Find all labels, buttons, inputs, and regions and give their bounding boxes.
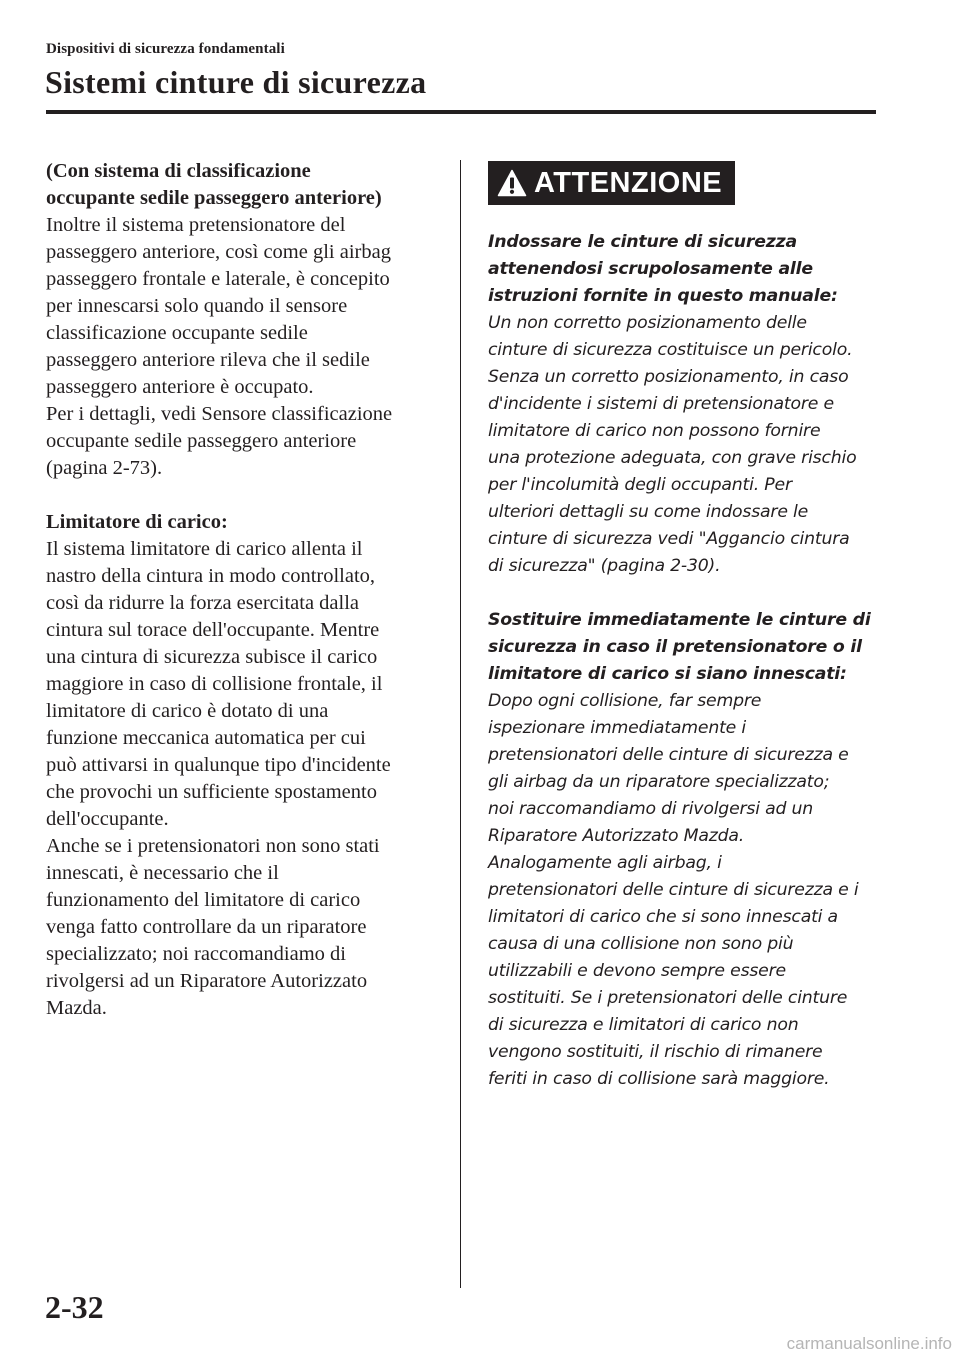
warning-item2-body: Dopo ogni collisione, far sempre ispezionare immediatamente i pretensionatori delle cinture di sicurezza e gli airbag da un riparatore specializzato; noi raccomandiamo di rivolgersi ad un Riparatore Autorizzato Mazda. Analogamente agli airbag, i pretensionatori delle cinture di sicurezza e i limitatori di carico che si sono innescati a causa di una collisione non sono più utilizzabili e devono sempre essere sostituiti. Se i pretensionatori delle cinture di sicurezza e limitatori di carico non vengono sostituiti, il rischio di rimanere feriti in caso di collisione sarà maggiore. [488,691,859,1089]
warning-item1-heading: Indossare le cinture di sicurezza attenendosi scrupolosamente alle istruzioni fornite in questo manuale: [488,232,838,306]
warning-triangle-icon [497,169,527,197]
title-rule [46,110,876,114]
section-body-load-limiter: Il sistema limitatore di carico allenta il nastro della cintura in modo controllato, così da ridurre la forza esercitata dalla cintura sul torace dell'occupante. Mentre una cintura di sicurezza subisce il carico maggiore in caso di collisione frontale, il limitatore di carico è dotato di una funzione meccanica automatica per cui può attivarsi in qualunque tipo d'incidente che provochi un sufficiente spostamento dell'occupante. Anche se i pretensionatori non sono stati innescati, è necessario che il funzionamento del limitatore di carico venga fatto controllare da un riparatore specializzato; noi raccomandiamo di rivolgersi ad un Riparatore Autorizzato Mazda. [46,538,391,1019]
warning-content [488,229,880,1093]
warning-item2-heading: Sostituire immediatamente le cinture di sicurezza in caso il pretensionatore o il limitatore di carico si siano innescati: [488,610,871,684]
paragraph-gap [46,482,438,509]
section-heading-occupant-classification: (Con sistema di classificazione occupante sedile passeggero anteriore) [46,160,382,209]
watermark: carmanualsonline.info [786,1334,952,1353]
page-number: 2-32 [45,1289,104,1325]
warning-label: ATTENZIONE [534,167,723,199]
page-title: Sistemi cinture di sicurezza [45,64,427,100]
section-heading-load-limiter: Limitatore di carico: [46,511,228,533]
left-column [46,158,438,1022]
breadcrumb: Dispositivi di sicurezza fondamentali [46,41,285,57]
warning-item1-body: Un non corretto posizionamento delle cinture di sicurezza costituisce un pericolo. Senza un corretto posizionamento, in caso d'incidente i sistemi di pretensionatore e limitatore di carico non possono fornire una protezione adeguata, con grave rischio per l'incolumità degli occupanti. Per ulteriori dettagli su come indossare le cinture di sicurezza vedi "Aggancio cintura di sicurezza" (pagina 2-30). [488,313,857,576]
paragraph-gap [488,580,880,607]
warning-banner [488,161,735,205]
section-body-occupant-classification: Inoltre il sistema pretensionatore del passeggero anteriore, così come gli airbag passeggero frontale e laterale, è concepito per innescarsi solo quando il sensore classificazione occupante sedile passeggero anteriore rileva che il sedile passeggero anteriore è occupato. Per i dettagli, vedi Sensore classificazione occupante sedile passeggero anteriore (pagina 2-73). [46,214,393,479]
column-divider [460,160,461,1288]
